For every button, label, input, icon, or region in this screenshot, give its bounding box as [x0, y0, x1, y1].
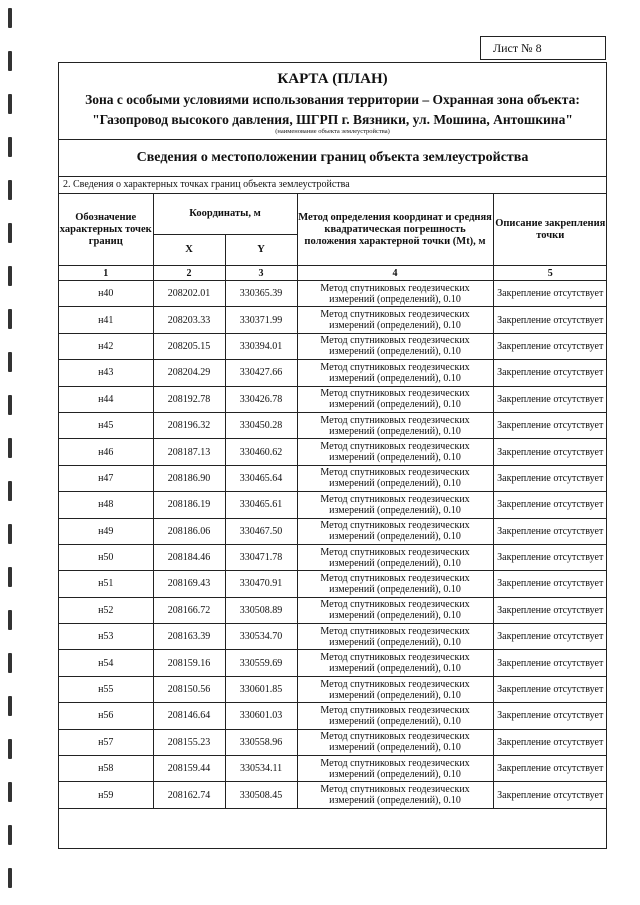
header-y: Y [225, 235, 297, 266]
point-cell: н49 [59, 518, 153, 544]
object-title-line2: "Газопровод высокого давления, ШГРП г. Вязники, ул. Мошина, Антошкина" [92, 112, 573, 127]
point-cell: н55 [59, 676, 153, 702]
method-cell: Метод спутниковых геодезических измерений (определений), 0.10 [297, 624, 493, 650]
point-cell: н46 [59, 439, 153, 465]
description-cell: Закрепление отсутствует [493, 281, 607, 307]
x-cell: 208159.16 [153, 650, 225, 676]
binding-mark [8, 782, 12, 802]
description-cell: Закрепление отсутствует [493, 439, 607, 465]
method-cell: Метод спутниковых геодезических измерений (определений), 0.10 [297, 676, 493, 702]
binding-mark [8, 825, 12, 845]
point-cell: н58 [59, 756, 153, 782]
x-cell: 208196.32 [153, 412, 225, 438]
point-cell: н59 [59, 782, 153, 808]
point-cell: н43 [59, 360, 153, 386]
y-cell: 330467.50 [225, 518, 297, 544]
description-cell: Закрепление отсутствует [493, 307, 607, 333]
y-cell: 330534.70 [225, 624, 297, 650]
binding-mark [8, 524, 12, 544]
method-cell: Метод спутниковых геодезических измерений (определений), 0.10 [297, 571, 493, 597]
point-cell: н41 [59, 307, 153, 333]
table-row [59, 676, 607, 702]
method-cell: Метод спутниковых геодезических измерений (определений), 0.10 [297, 650, 493, 676]
y-cell: 330471.78 [225, 544, 297, 570]
table-row [59, 571, 607, 597]
point-cell: н40 [59, 281, 153, 307]
method-cell: Метод спутниковых геодезических измерений (определений), 0.10 [297, 412, 493, 438]
x-cell: 208163.39 [153, 624, 225, 650]
y-cell: 330601.03 [225, 703, 297, 729]
method-cell: Метод спутниковых геодезических измерений (определений), 0.10 [297, 703, 493, 729]
x-cell: 208169.43 [153, 571, 225, 597]
table-row [59, 624, 607, 650]
binding-mark [8, 395, 12, 415]
column-number: 3 [225, 266, 297, 281]
table-row [59, 597, 607, 623]
description-cell: Закрепление отсутствует [493, 729, 607, 755]
description-cell: Закрепление отсутствует [493, 782, 607, 808]
description-cell: Закрепление отсутствует [493, 676, 607, 702]
description-cell: Закрепление отсутствует [493, 412, 607, 438]
y-cell: 330601.85 [225, 676, 297, 702]
table-row [59, 333, 607, 359]
method-cell: Метод спутниковых геодезических измерений (определений), 0.10 [297, 782, 493, 808]
description-cell: Закрепление отсутствует [493, 544, 607, 570]
method-cell: Метод спутниковых геодезических измерений (определений), 0.10 [297, 360, 493, 386]
description-cell: Закрепление отсутствует [493, 703, 607, 729]
description-cell: Закрепление отсутствует [493, 624, 607, 650]
y-cell: 330365.39 [225, 281, 297, 307]
x-cell: 208186.90 [153, 465, 225, 491]
object-name-note: (наименование объекта землеустройства) [275, 128, 390, 135]
description-cell: Закрепление отсутствует [493, 333, 607, 359]
x-cell: 208192.78 [153, 386, 225, 412]
point-cell: н42 [59, 333, 153, 359]
y-cell: 330534.11 [225, 756, 297, 782]
point-cell: н52 [59, 597, 153, 623]
point-cell: н51 [59, 571, 153, 597]
column-number: 2 [153, 266, 225, 281]
binding-mark [8, 8, 12, 28]
table-row [59, 703, 607, 729]
method-cell: Метод спутниковых геодезических измерений (определений), 0.10 [297, 386, 493, 412]
binding-mark [8, 180, 12, 200]
binding-mark [8, 223, 12, 243]
binding-mark [8, 653, 12, 673]
binding-mark [8, 94, 12, 114]
x-cell: 208204.29 [153, 360, 225, 386]
description-cell: Закрепление отсутствует [493, 571, 607, 597]
point-cell: н56 [59, 703, 153, 729]
table-row [59, 518, 607, 544]
y-cell: 330558.96 [225, 729, 297, 755]
y-cell: 330470.91 [225, 571, 297, 597]
description-cell: Закрепление отсутствует [493, 360, 607, 386]
table-row [59, 439, 607, 465]
x-cell: 208205.15 [153, 333, 225, 359]
method-cell: Метод спутниковых геодезических измерений (определений), 0.10 [297, 729, 493, 755]
x-cell: 208166.72 [153, 597, 225, 623]
binding-mark [8, 696, 12, 716]
binding-mark [8, 610, 12, 630]
x-cell: 208187.13 [153, 439, 225, 465]
section-heading: Сведения о местоположении границ объекта землеустройства [59, 140, 606, 177]
binding-mark [8, 739, 12, 759]
method-cell: Метод спутниковых геодезических измерений (определений), 0.10 [297, 518, 493, 544]
method-cell: Метод спутниковых геодезических измерений (определений), 0.10 [297, 544, 493, 570]
binding-mark [8, 309, 12, 329]
title-block [59, 63, 606, 140]
y-cell: 330508.89 [225, 597, 297, 623]
binding-mark [8, 438, 12, 458]
y-cell: 330460.62 [225, 439, 297, 465]
x-cell: 208203.33 [153, 307, 225, 333]
sheet-number-label: Лист № 8 [480, 36, 606, 60]
document-title: КАРТА (ПЛАН) [277, 71, 388, 87]
y-cell: 330559.69 [225, 650, 297, 676]
table-row [59, 729, 607, 755]
binding-mark [8, 266, 12, 286]
binding-holes [6, 0, 20, 905]
x-cell: 208202.01 [153, 281, 225, 307]
x-cell: 208150.56 [153, 676, 225, 702]
x-cell: 208155.23 [153, 729, 225, 755]
column-number: 4 [297, 266, 493, 281]
table-row [59, 756, 607, 782]
x-cell: 208159.44 [153, 756, 225, 782]
description-cell: Закрепление отсутствует [493, 465, 607, 491]
description-cell: Закрепление отсутствует [493, 492, 607, 518]
table-row [59, 281, 607, 307]
table-row [59, 465, 607, 491]
object-title-line1: Зона с особыми условиями использования территории – Охранная зона объекта: [85, 92, 580, 107]
description-cell: Закрепление отсутствует [493, 597, 607, 623]
boundary-points-table [59, 194, 607, 809]
header-coordinates: Координаты, м [153, 194, 297, 235]
y-cell: 330465.64 [225, 465, 297, 491]
y-cell: 330394.01 [225, 333, 297, 359]
point-cell: н53 [59, 624, 153, 650]
point-cell: н44 [59, 386, 153, 412]
document-frame [58, 62, 607, 849]
section-subheading: 2. Сведения о характерных точках границ объекта землеустройства [59, 177, 606, 194]
y-cell: 330371.99 [225, 307, 297, 333]
y-cell: 330508.45 [225, 782, 297, 808]
table-row [59, 360, 607, 386]
method-cell: Метод спутниковых геодезических измерений (определений), 0.10 [297, 281, 493, 307]
header-x: X [153, 235, 225, 266]
x-cell: 208146.64 [153, 703, 225, 729]
x-cell: 208186.19 [153, 492, 225, 518]
description-cell: Закрепление отсутствует [493, 518, 607, 544]
description-cell: Закрепление отсутствует [493, 756, 607, 782]
point-cell: н45 [59, 412, 153, 438]
y-cell: 330465.61 [225, 492, 297, 518]
header-point: Обозначение характерных точек границ [59, 194, 153, 266]
x-cell: 208162.74 [153, 782, 225, 808]
method-cell: Метод спутниковых геодезических измерений (определений), 0.10 [297, 465, 493, 491]
binding-mark [8, 51, 12, 71]
point-cell: н47 [59, 465, 153, 491]
table-row [59, 544, 607, 570]
table-row [59, 650, 607, 676]
table-row [59, 492, 607, 518]
column-number: 1 [59, 266, 153, 281]
header-method: Метод определения координат и средняя квадратическая погрешность положения характерной точки (Mt), м [297, 194, 493, 266]
column-number: 5 [493, 266, 607, 281]
table-row [59, 386, 607, 412]
header-description: Описание закрепления точки [493, 194, 607, 266]
y-cell: 330427.66 [225, 360, 297, 386]
table-row [59, 782, 607, 808]
method-cell: Метод спутниковых геодезических измерений (определений), 0.10 [297, 492, 493, 518]
column-numbers-row [59, 266, 607, 281]
method-cell: Метод спутниковых геодезических измерений (определений), 0.10 [297, 597, 493, 623]
binding-mark [8, 352, 12, 372]
y-cell: 330426.78 [225, 386, 297, 412]
point-cell: н54 [59, 650, 153, 676]
table-row [59, 307, 607, 333]
binding-mark [8, 868, 12, 888]
method-cell: Метод спутниковых геодезических измерений (определений), 0.10 [297, 307, 493, 333]
y-cell: 330450.28 [225, 412, 297, 438]
method-cell: Метод спутниковых геодезических измерений (определений), 0.10 [297, 333, 493, 359]
table-row [59, 412, 607, 438]
point-cell: н48 [59, 492, 153, 518]
method-cell: Метод спутниковых геодезических измерений (определений), 0.10 [297, 756, 493, 782]
method-cell: Метод спутниковых геодезических измерений (определений), 0.10 [297, 439, 493, 465]
point-cell: н50 [59, 544, 153, 570]
point-cell: н57 [59, 729, 153, 755]
x-cell: 208186.06 [153, 518, 225, 544]
x-cell: 208184.46 [153, 544, 225, 570]
description-cell: Закрепление отсутствует [493, 386, 607, 412]
description-cell: Закрепление отсутствует [493, 650, 607, 676]
binding-mark [8, 567, 12, 587]
binding-mark [8, 481, 12, 501]
binding-mark [8, 137, 12, 157]
